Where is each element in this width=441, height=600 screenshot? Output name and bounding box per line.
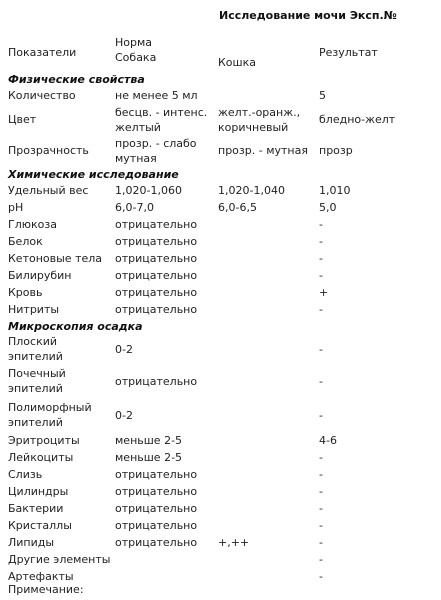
table-row [8,432,433,449]
row-norm-dog: отрицательно [115,502,198,515]
table-row [8,449,433,466]
row-indicator: Нитриты [8,303,60,316]
table-row [8,267,433,284]
row-norm-dog: отрицательно [115,536,198,549]
row-norm-dog: 6,0-7,0 [115,201,154,214]
row-norm-dog: меньше 2-5 [115,451,183,464]
section-title-chemical: Химические исследование [8,167,179,181]
row-norm-cat [218,449,319,466]
row-norm-cat [218,87,319,104]
row-norm-cat [218,267,319,284]
row-indicator: Бактерии [8,502,64,515]
table-row [8,182,433,199]
row-norm-dog: меньше 2-5 [115,434,183,447]
row-result: бледно-желт [319,113,396,126]
row-indicator: Кетоновые тела [8,252,103,265]
row-indicator: Почечный эпителий [8,367,66,395]
table-row [8,483,433,500]
row-norm-cat [218,483,319,500]
table-row [8,301,433,318]
section-title-microscopy: Микроскопия осадка [8,319,143,333]
row-norm-cat [218,500,319,517]
table-row [8,466,433,483]
table-row [8,500,433,517]
row-indicator: Цвет [8,113,37,126]
row-norm-dog: отрицательно [115,374,198,388]
table-row [8,551,433,568]
table-row [8,517,433,534]
report-title: Исследование мочи Эксп.№ [219,9,397,22]
row-indicator: Полиморфный эпителий [8,401,92,429]
row-result: - [319,218,323,231]
row-result: - [319,468,323,481]
row-result: 5,0 [319,201,337,214]
row-indicator: Липиды [8,536,55,549]
header-result: Результат [319,46,378,59]
row-result: - [319,451,323,464]
row-norm-dog: отрицательно [115,303,198,316]
section-title-physical: Физические свойства [8,72,145,86]
row-indicator: Удельный вес [8,184,89,197]
row-norm-dog: 0-2 [115,408,133,422]
table-row [8,398,433,432]
row-norm-dog: 0-2 [115,342,133,356]
row-result: - [319,536,323,549]
row-norm-cat: 1,020-1,040 [218,184,285,197]
row-result: + [319,286,329,299]
row-norm-cat: +,++ [218,536,250,549]
header-norm: Норма [115,36,153,49]
row-norm-cat [218,466,319,483]
row-result: - [319,553,323,566]
row-result: - [319,252,323,265]
header-cat: Кошка [218,56,256,69]
row-norm-cat [218,301,319,318]
table-row [8,135,433,166]
table-row [8,284,433,301]
row-norm-dog: отрицательно [115,485,198,498]
row-norm-cat [218,568,319,585]
row-result: - [319,374,323,388]
row-norm-dog: отрицательно [115,252,198,265]
table-row [8,216,433,233]
header-dog: Собака [115,51,157,64]
row-result: - [319,485,323,498]
header-norm-dog [115,34,218,71]
row-norm-cat [218,432,319,449]
row-indicator: Кристаллы [8,519,72,532]
row-norm-cat: 6,0-6,5 [218,201,257,214]
row-norm-cat [218,334,319,364]
table-row [8,199,433,216]
row-indicator: Эритроциты [8,434,80,447]
note-label: Примечание: [8,583,84,596]
row-norm-cat [218,284,319,301]
row-result: 5 [319,89,326,102]
table-row [8,104,433,135]
table-row [8,534,433,551]
row-result: - [319,303,323,316]
results-table [8,34,433,585]
row-indicator: pH [8,201,24,214]
row-indicator: Цилиндры [8,485,69,498]
row-norm-dog: отрицательно [115,468,198,481]
row-norm-dog: не менее 5 мл [115,89,198,102]
table-row [8,334,433,364]
row-result: 1,010 [319,184,351,197]
table-header [8,34,433,71]
row-norm-dog: отрицательно [115,519,198,532]
table-row [8,87,433,104]
row-norm-cat [218,517,319,534]
row-indicator: Глюкоза [8,218,57,231]
row-norm-cat [218,233,319,250]
section-chemical [8,166,433,182]
row-norm-dog: прозр. - слабо мутная [115,136,197,165]
row-norm-dog: 1,020-1,060 [115,184,182,197]
row-norm-dog: отрицательно [115,235,198,248]
table-row [8,364,433,398]
row-result: - [319,269,323,282]
row-norm-cat [218,250,319,267]
row-norm-cat [218,398,319,432]
row-result: прозр [319,144,353,157]
row-result: - [319,408,323,422]
row-indicator: Кровь [8,286,43,299]
row-norm-dog: отрицательно [115,218,198,231]
row-norm-dog [115,568,218,585]
header-indicator: Показатели [8,46,77,59]
row-norm-cat: желт.-оранж., коричневый [218,105,301,134]
row-result: - [319,502,323,515]
row-norm-dog: отрицательно [115,269,198,282]
row-result: - [319,235,323,248]
row-norm-dog [115,551,218,568]
row-result: 4-6 [319,434,337,447]
row-indicator: Слизь [8,468,43,481]
row-indicator: Количество [8,89,76,102]
row-indicator: Белок [8,235,43,248]
table-row [8,233,433,250]
row-norm-dog: отрицательно [115,286,198,299]
table-row [8,250,433,267]
row-norm-dog: бесцв. - интенс. желтый [115,105,208,134]
row-result: - [319,570,323,583]
section-physical [8,71,433,87]
row-indicator: Билирубин [8,269,72,282]
row-norm-cat [218,551,319,568]
row-indicator: Другие элементы [8,553,111,566]
section-microscopy [8,318,433,334]
row-indicator: Прозрачность [8,144,89,157]
row-indicator: Лейкоциты [8,451,74,464]
row-indicator: Плоский эпителий [8,335,63,363]
row-indicator: Артефакты [8,570,74,583]
row-result: - [319,519,323,532]
row-norm-cat [218,216,319,233]
row-norm-cat [218,364,319,398]
row-result: - [319,342,323,356]
row-norm-cat: прозр. - мутная [218,144,308,157]
